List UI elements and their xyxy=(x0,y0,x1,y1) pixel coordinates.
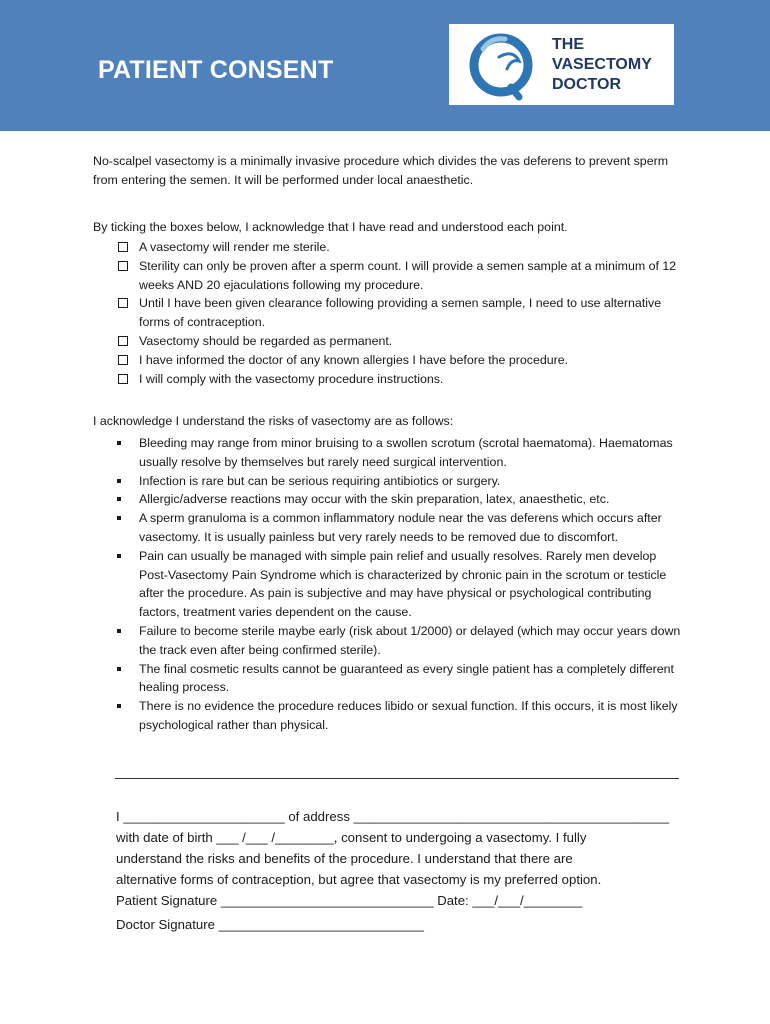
patient-signature-field[interactable]: Patient Signature _____________________________ Date: ___/___/________ xyxy=(116,893,583,908)
risk-item xyxy=(117,547,687,622)
risk-item xyxy=(117,509,687,547)
risk-item xyxy=(117,622,687,660)
checklist-text: I will comply with the vasectomy procedure instructions. xyxy=(139,371,444,386)
bullet-icon xyxy=(117,441,121,445)
bullet-icon xyxy=(117,667,121,671)
risk-text: Allergic/adverse reactions may occur with the skin preparation, latex, anaesthetic, etc. xyxy=(139,492,610,507)
logo xyxy=(449,24,674,105)
logo-text xyxy=(552,35,652,95)
consent-statement xyxy=(116,806,696,890)
checklist-item[interactable] xyxy=(117,370,687,389)
checkbox-icon[interactable] xyxy=(118,374,128,384)
checklist-text: Vasectomy should be regarded as permanent. xyxy=(139,333,393,348)
risk-item xyxy=(117,660,687,698)
consent-line-name-address[interactable]: I ______________________ of address ___________________________________________ xyxy=(116,809,669,824)
page-title: PATIENT CONSENT xyxy=(98,56,334,84)
checkbox-icon[interactable] xyxy=(118,355,128,365)
checklist-item[interactable] xyxy=(117,238,687,257)
risk-text: Bleeding may range from minor bruising to a swollen scrotum (scrotal haematoma). Haematomas usually resolve by themselves but rarely need surgical intervention. xyxy=(139,436,673,469)
bullet-icon xyxy=(117,497,121,501)
risk-text: Failure to become sterile maybe early (risk about 1/2000) or delayed (which may occur years down the track even after being confirmed sterile). xyxy=(139,623,681,657)
vasectomy-doctor-logo-icon xyxy=(461,29,547,101)
checklist-text: Sterility can only be proven after a sperm count. I will provide a semen sample at a minimum of 12 weeks AND 20 ejaculations following my procedure. xyxy=(139,258,677,292)
risks-intro: I acknowledge I understand the risks of vasectomy are as follows: xyxy=(93,414,454,428)
logo-line-2: VASECTOMY xyxy=(552,56,652,73)
risk-text: A sperm granuloma is a common inflammatory nodule near the vas deferens which occurs after vasectomy. It is usually painless but very rarely needs to be removed due to discomfort. xyxy=(139,511,662,544)
risk-item xyxy=(117,434,687,472)
risk-text: The final cosmetic results cannot be guaranteed as every single patient has a completely different healing process. xyxy=(139,661,674,695)
logo-line-1: THE xyxy=(552,36,584,53)
checklist-item[interactable] xyxy=(117,257,687,295)
checklist-text: A vasectomy will render me sterile. xyxy=(139,240,330,254)
checkbox-icon[interactable] xyxy=(118,336,128,346)
consent-line-3: understand the risks and benefits of the procedure. I understand that there are xyxy=(116,851,573,866)
checkbox-icon[interactable] xyxy=(118,298,128,308)
bullet-icon xyxy=(117,704,121,708)
bullet-icon xyxy=(117,554,121,558)
checklist-item[interactable] xyxy=(117,351,687,370)
risk-text: There is no evidence the procedure reduces libido or sexual function. If this occurs, it is most likely psychological rather than physical. xyxy=(139,699,678,732)
section-divider xyxy=(115,778,679,779)
bullet-icon xyxy=(117,629,121,633)
doctor-signature-field[interactable]: Doctor Signature ____________________________ xyxy=(116,917,424,932)
checklist-item[interactable] xyxy=(117,332,687,351)
acknowledgement-checklist xyxy=(117,238,687,388)
bullet-icon xyxy=(117,479,121,483)
checkbox-icon[interactable] xyxy=(118,261,128,271)
checkbox-icon[interactable] xyxy=(118,242,128,252)
risk-text: Infection is rare but can be serious requiring antibiotics or surgery. xyxy=(139,473,501,488)
intro-paragraph: No-scalpel vasectomy is a minimally invasive procedure which divides the vas deferens to prevent sperm from entering the semen. It will be performed under local anaesthetic. xyxy=(93,154,669,187)
checklist-item[interactable] xyxy=(117,294,687,332)
checklist-text: I have informed the doctor of any known allergies I have before the procedure. xyxy=(139,352,569,367)
risk-item xyxy=(117,697,687,735)
header-band xyxy=(0,0,770,131)
acknowledge-intro: By ticking the boxes below, I acknowledge that I have read and understood each point. xyxy=(93,220,568,234)
risk-text: Pain can usually be managed with simple pain relief and usually resolves. Rarely men develop Post-Vasectomy Pain Syndrome which is characterized by chronic pain in the scrotum or testicle after the procedure. As pain is subjective and may have physical or psychological contributing factors, treatment varies dependent on the cause. xyxy=(139,548,667,620)
logo-line-3: DOCTOR xyxy=(552,76,622,93)
bullet-icon xyxy=(117,516,121,520)
consent-line-dob[interactable]: with date of birth ___ /___ /________, consent to undergoing a vasectomy. I fully xyxy=(116,830,587,845)
risk-item xyxy=(117,490,687,509)
risk-item xyxy=(117,472,687,491)
risks-list xyxy=(117,434,687,735)
checklist-text: Until I have been given clearance following providing a semen sample, I need to use alternative forms of contraception. xyxy=(139,296,662,330)
consent-line-4: alternative forms of contraception, but agree that vasectomy is my preferred option. xyxy=(116,872,602,887)
